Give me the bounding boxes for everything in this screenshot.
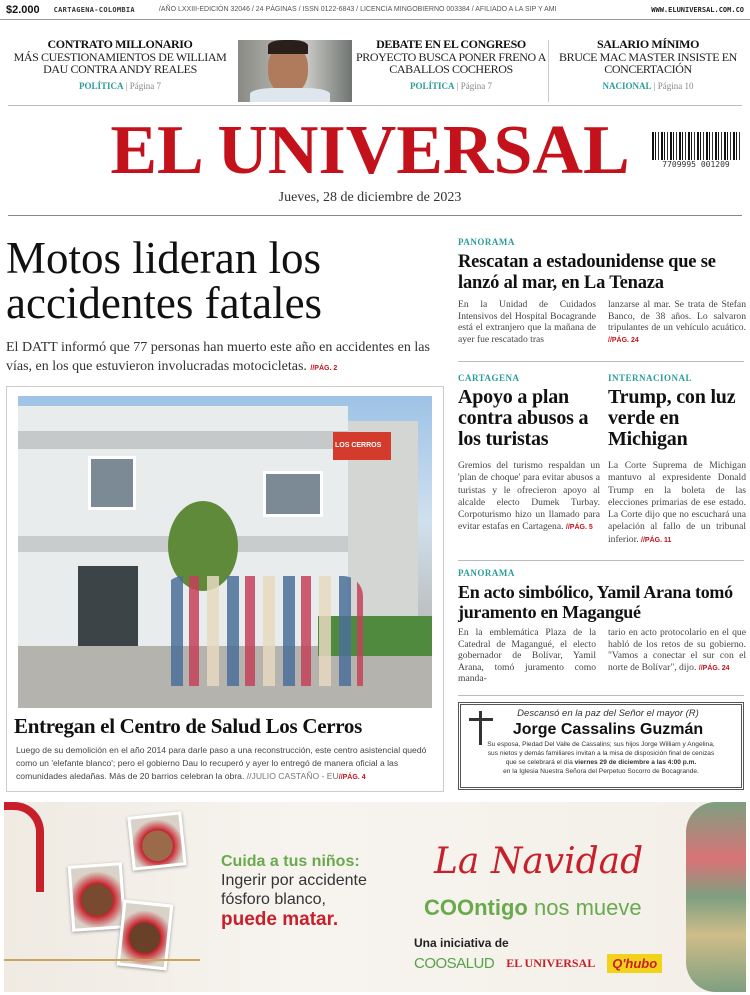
divider: [548, 40, 549, 102]
price: $2.000: [6, 3, 40, 16]
teaser-text: MÁS CUESTIONAMIENTOS DE WILLIAM DAU CONTRA ANDY REALES: [13, 49, 227, 76]
story-text: Luego de su demolición en el año 2014 para darle paso a una reconstrucción, este centro asistencial quedó como un 'elefante blanco'; pero el gobierno Dau lo recuperó y ayer lo entregó de manera oficial a las comunidades aledañas. Más de 20 barrios celebran la obra.: [16, 745, 427, 781]
teaser-title: CONTRATO MILLONARIO: [47, 37, 193, 51]
building-sign: LOS CERROS: [333, 432, 391, 460]
teaser-section: [356, 80, 546, 93]
ad-warning-emphasis: puede matar.: [221, 909, 339, 930]
ad-warning-block: [221, 852, 411, 931]
teaser-photo: [238, 40, 352, 102]
obituary-line: en la Iglesia Nuestra Señora del Perpetuo Socorro de Bocagrande.: [503, 768, 699, 775]
city: CARTAGENA-COLOMBIA: [53, 5, 135, 14]
section-label: POLÍTICA: [409, 80, 455, 91]
page-ref: //PÁG. 2: [310, 365, 338, 372]
page-ref: //PÁG. 24: [608, 336, 639, 344]
page-ref: //PÁG. 24: [698, 664, 730, 672]
photo-frame: [68, 862, 126, 932]
kicker: PANORAMA: [458, 568, 515, 578]
ad-slogan: [424, 895, 642, 921]
slogan-brand: COOntigo: [424, 895, 528, 920]
teaser-section: [6, 80, 234, 93]
kicker: INTERNACIONAL: [608, 373, 693, 383]
slogan-text: nos mueve: [527, 895, 642, 920]
obituary-date: viernes 29 de diciembre a las 4:00 p.m.: [574, 759, 697, 766]
column-text: lanzarse al mar. Se trata de Stefan Banco, de 38 años. Lo salvaron tripulantes de un vehículo acuático.: [608, 299, 746, 334]
masthead-logo: EL UNIVERSAL: [110, 112, 630, 189]
section-label: NACIONAL: [602, 80, 652, 91]
issue-date: Jueves, 28 de diciembre de 2023: [278, 190, 462, 205]
page-ref: //PÁG. 4: [338, 774, 366, 781]
headline: Apoyo a plan contra abusos a los turistas: [458, 386, 589, 450]
story-arana[interactable]: [458, 568, 746, 685]
divider: [8, 215, 742, 216]
website-link[interactable]: WWW.ELUNIVERSAL.COM.CO: [651, 5, 744, 14]
ad-warning-text: Ingerir por accidente: [221, 872, 367, 889]
teaser-debate[interactable]: [356, 38, 546, 92]
section-label: POLÍTICA: [78, 80, 124, 91]
summary-text: El DATT informó que 77 personas han muerto este año en accidentes en las vías, en los que estuvieron involucradas motocicletas.: [6, 340, 430, 374]
teaser-section: [553, 80, 743, 93]
lead-headline[interactable]: Motos lideran los accidentes fatales: [6, 233, 323, 328]
teaser-title: SALARIO MÍNIMO: [596, 37, 700, 51]
story-rescatan[interactable]: [458, 237, 746, 346]
obituary-notice: [458, 702, 744, 790]
teaser-title: DEBATE EN EL CONGRESO: [376, 37, 526, 51]
divider: [458, 361, 744, 362]
ad-warning-text: fósforo blanco,: [221, 891, 326, 908]
obituary-line: [461, 758, 741, 767]
column-text: En la emblemática Plaza de la Catedral de Magangué, el electo gobernador de Bolívar, Yamil Arana, tomó juramento como manda-: [458, 627, 596, 685]
story-apoyo[interactable]: [458, 373, 600, 535]
gold-line: [4, 959, 200, 961]
kicker: CARTAGENA: [458, 373, 520, 383]
qhubo-logo: Q'hubo: [607, 954, 662, 973]
divider: [458, 695, 744, 696]
headline: Rescatan a estadounidense que se lanzó al mar, en La Tenaza: [458, 252, 716, 293]
coosalud-logo: COOSALUD: [414, 955, 495, 972]
page-ref: | Página 7: [456, 80, 493, 91]
headline: Trump, con luz verde en Michigan: [608, 386, 736, 450]
column-text: tario en acto protocolario en el que habló de los retos de su gobierno. "Vamos a conectar el sur con el norte de Bolívar", dijo.: [608, 627, 746, 673]
photo-credit: //JULIO CASTAÑO - EU: [246, 771, 339, 781]
pine-decoration: [686, 802, 746, 992]
obituary-line: Su esposa, Piedad Del Valle de Cassalins; sus hijos Jorge William y Angelina,: [487, 741, 715, 748]
teaser-text: BRUCE MAC MASTER INSISTE EN CONCERTACIÓN: [559, 49, 737, 76]
headline: En acto simbólico, Yamil Arana tomó juramento en Magangué: [458, 582, 733, 622]
page-ref: //PÁG. 11: [641, 536, 672, 544]
story-text: Gremios del turismo respaldan un 'plan de choque' para evitar abusos a turistas y le ofrecieron apoyo al alcalde electo Dumek Turbay. Corpoturismo hizo un llamado para evitar estafas en Cartagena.: [458, 460, 600, 533]
christmas-ad[interactable]: [4, 802, 746, 992]
ad-logos: [414, 954, 662, 973]
photo-story-headline[interactable]: Entregan el Centro de Salud Los Cerros: [14, 714, 362, 738]
kicker: PANORAMA: [458, 237, 515, 247]
obituary-line: sus nietos y demás familiares invitan a la misa de disposición final de cenizas: [487, 750, 715, 757]
barcode-number: 7709995 001209: [662, 160, 730, 169]
column-text: En la Unidad de Cuidados Intensivos del Hospital Bocagrande está el extranjero que la mañana de ayer fue rescatado tras: [458, 299, 596, 345]
obituary-text: que se celebrará el día: [505, 759, 575, 766]
cross-icon: [469, 711, 493, 745]
obituary-intro: Descansó en la paz del Señor el mayor (R): [517, 708, 699, 719]
top-bar: [0, 0, 750, 20]
divider: [458, 560, 744, 561]
photo-story-text: [16, 744, 434, 784]
teaser-contrato[interactable]: [6, 38, 234, 92]
page-ref: | Página 10: [653, 80, 694, 91]
page-ref: //PÁG. 5: [565, 524, 593, 532]
divider: [8, 105, 742, 106]
candy-cane-decoration: [4, 802, 44, 892]
obituary-name: Jorge Cassalins Guzmán: [512, 721, 704, 738]
story-trump[interactable]: [608, 373, 746, 547]
lead-summary: [6, 338, 440, 378]
health-center-photo: [18, 396, 432, 708]
barcode: [652, 132, 740, 170]
story-text: La Corte Suprema de Michigan mantuvo al expresidente Donald Trump en la boleta de las elecciones primarias de ese estado. La Corte dijo que no escuchará una apelación al fallo de un tribunal inferior.: [608, 460, 746, 545]
edition-info: /AÑO LXXIII-EDICIÓN 32046 / 24 PÁGINAS / ISSN 0122-6843 / LICENCIA MINGOBIERNO 003384 / AFILIADO A LA SIP Y AMI: [158, 6, 557, 13]
ad-care-text: Cuida a tus niños:: [221, 853, 360, 870]
photo-frame: [127, 811, 186, 870]
page-ref: | Página 7: [125, 80, 162, 91]
ad-initiative: Una iniciativa de: [414, 936, 509, 950]
teaser-salario[interactable]: [553, 38, 743, 92]
el-universal-logo: EL UNIVERSAL: [506, 956, 596, 970]
teaser-text: PROYECTO BUSCA PONER FRENO A CABALLOS COCHEROS: [356, 49, 546, 76]
ad-title: La Navidad: [434, 841, 644, 882]
